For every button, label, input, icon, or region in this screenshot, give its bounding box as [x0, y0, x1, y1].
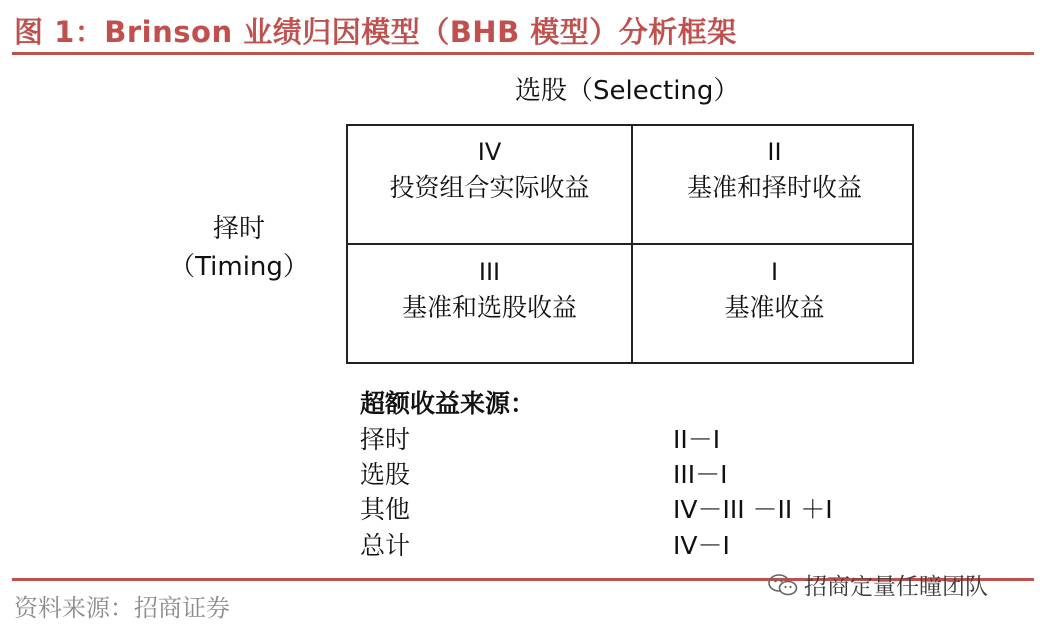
cell-number: IV — [477, 138, 502, 166]
row-header-line2: （Timing） — [169, 252, 309, 282]
data-source-note: 资料来源：招商证券 — [14, 594, 230, 622]
cell-iii-benchmark-selection — [348, 254, 631, 326]
cell-number: III — [478, 258, 501, 286]
source-row-selection — [360, 455, 920, 489]
row-header-timing — [168, 210, 310, 286]
cell-text: 基准收益 — [724, 293, 825, 322]
cell-number: I — [770, 258, 779, 286]
row-header-line1: 择时 — [212, 214, 265, 244]
wechat-icon — [768, 573, 798, 597]
cell-i-benchmark-return — [633, 254, 916, 326]
excess-return-sources-title: 超额收益来源： — [360, 389, 536, 418]
title-divider — [12, 52, 1034, 55]
source-label: 选股 — [360, 460, 411, 489]
source-formula: III－I — [673, 460, 728, 489]
source-formula: II－I — [673, 425, 721, 454]
figure-title: 图 1：Brinson 业绩归因模型（BHB 模型）分析框架 — [14, 15, 737, 49]
source-row-timing — [360, 420, 920, 454]
source-label: 择时 — [360, 425, 411, 454]
source-label: 总计 — [360, 531, 411, 560]
cell-text: 基准和选股收益 — [401, 293, 577, 322]
watermark-text: 招商定量任瞳团队 — [804, 574, 988, 600]
matrix-horizontal-divider — [348, 243, 912, 245]
wechat-watermark — [768, 568, 988, 601]
cell-iv-portfolio-return — [348, 134, 631, 206]
source-formula: IV－III －II ＋I — [673, 495, 833, 524]
source-formula: IV－I — [673, 531, 730, 560]
source-label: 其他 — [360, 495, 411, 524]
attribution-matrix — [346, 124, 914, 364]
source-row-other — [360, 490, 920, 524]
cell-number: II — [767, 138, 782, 166]
cell-text: 基准和择时收益 — [686, 173, 862, 202]
cell-text: 投资组合实际收益 — [389, 173, 590, 202]
column-header-selecting: 选股（Selecting） — [515, 76, 740, 106]
cell-ii-benchmark-timing — [633, 134, 916, 206]
source-row-total — [360, 526, 920, 560]
